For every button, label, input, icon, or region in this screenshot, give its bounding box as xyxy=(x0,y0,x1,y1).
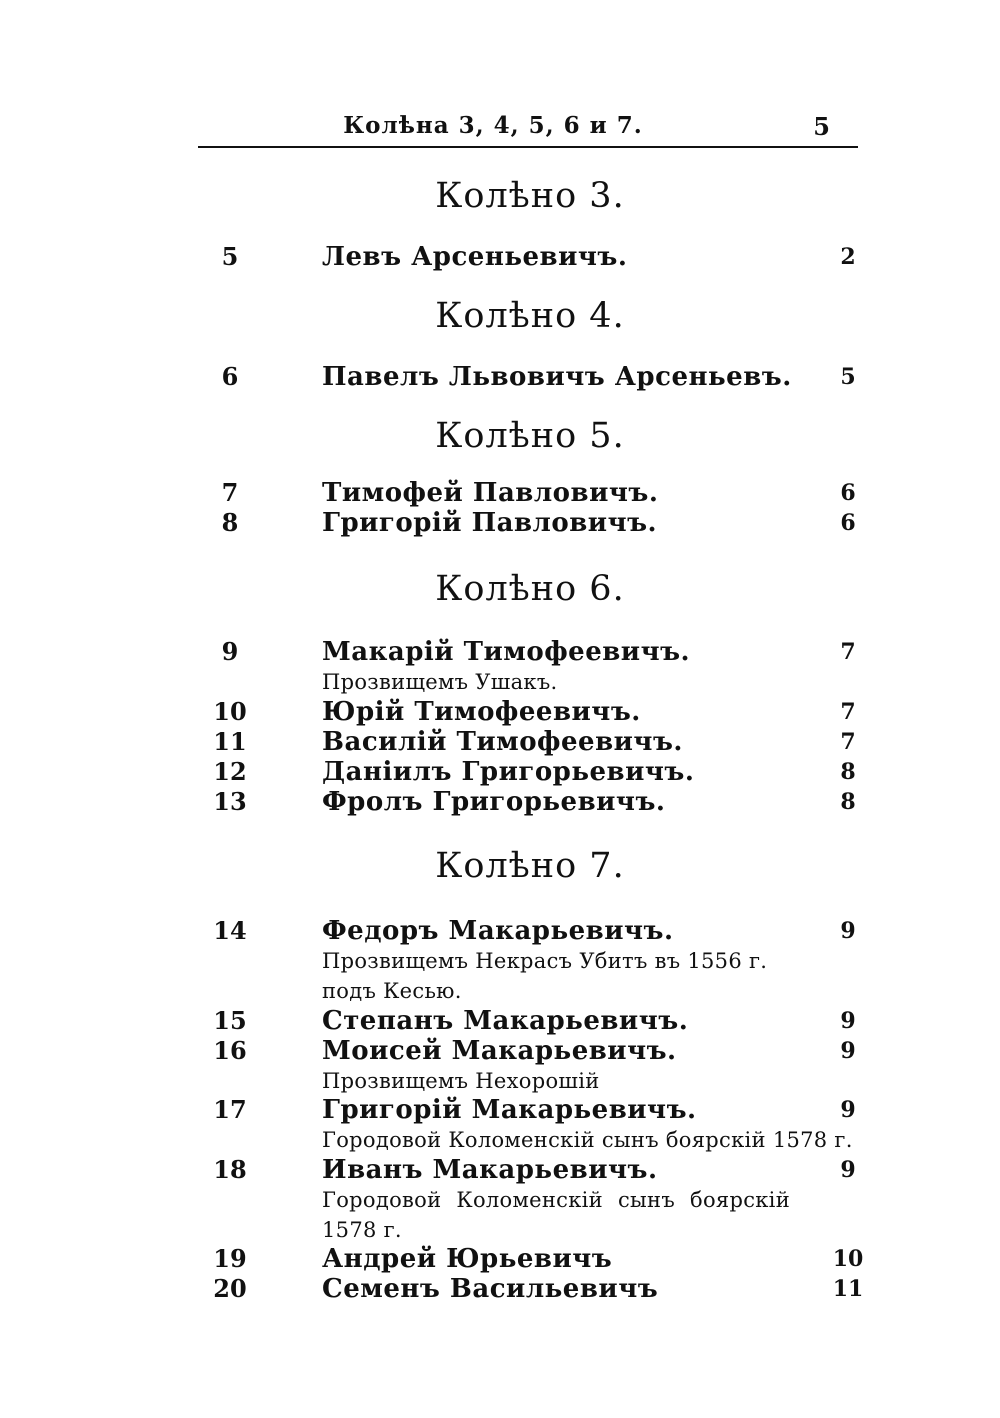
entry-note: Прозвищемъ Некрасъ Убитъ въ 1556 г. xyxy=(322,949,768,973)
person-name: Павелъ Львовичъ Арсеньевъ. xyxy=(322,362,792,392)
entry-note: Городовой Коломенскій сынъ боярскій 1578 г. xyxy=(322,1128,853,1152)
genealogy-entry xyxy=(0,1244,1000,1274)
person-name: Даніилъ Григорьевичъ. xyxy=(322,757,695,787)
genealogy-entry xyxy=(0,478,1000,508)
genealogy-entry xyxy=(0,916,1000,946)
entry-number: 9 xyxy=(221,637,239,666)
genealogy-entry xyxy=(0,757,1000,787)
entry-number: 20 xyxy=(213,1274,247,1303)
entry-number: 14 xyxy=(213,916,247,945)
parent-reference: 6 xyxy=(840,480,856,506)
entry-note: Прозвищемъ Нехорошій xyxy=(322,1069,600,1093)
section-heading: Колѣно 4. xyxy=(435,296,625,336)
genealogy-entry xyxy=(0,637,1000,667)
genealogy-entry xyxy=(0,1155,1000,1185)
running-header xyxy=(198,112,858,148)
parent-reference: 7 xyxy=(840,699,856,725)
parent-reference: 9 xyxy=(840,1097,856,1123)
genealogy-entry xyxy=(0,242,1000,272)
entry-number: 19 xyxy=(213,1244,247,1273)
entry-number: 5 xyxy=(221,242,239,271)
entry-note-continued: 1578 г. xyxy=(322,1218,402,1242)
entry-number: 8 xyxy=(221,508,239,537)
person-name: Юрій Тимофеевичъ. xyxy=(322,697,641,727)
parent-reference: 9 xyxy=(840,1008,856,1034)
genealogy-entry xyxy=(0,1006,1000,1036)
section-heading: Колѣно 3. xyxy=(435,176,625,216)
person-name: Григорій Павловичъ. xyxy=(322,508,658,538)
person-name: Степанъ Макарьевичъ. xyxy=(322,1006,689,1036)
person-name: Макарій Тимофеевичъ. xyxy=(322,637,691,667)
entry-note-continued: подъ Кесью. xyxy=(322,979,462,1003)
parent-reference: 8 xyxy=(840,789,856,815)
genealogy-entry xyxy=(0,727,1000,757)
person-name: Семенъ Васильевичъ xyxy=(322,1274,659,1304)
section-heading: Колѣно 7. xyxy=(435,846,625,886)
running-title: Колѣна 3, 4, 5, 6 и 7. xyxy=(343,112,643,139)
genealogy-entry xyxy=(0,1274,1000,1304)
person-name: Иванъ Макарьевичъ. xyxy=(322,1155,658,1185)
entry-number: 13 xyxy=(213,787,247,816)
entry-note: Городовой Коломенскій сынъ боярскій xyxy=(322,1188,790,1212)
genealogy-entry xyxy=(0,1095,1000,1125)
person-name: Фролъ Григорьевичъ. xyxy=(322,787,666,817)
genealogy-entry xyxy=(0,697,1000,727)
entry-number: 6 xyxy=(221,362,239,391)
parent-reference: 9 xyxy=(840,918,856,944)
entry-number: 11 xyxy=(213,727,247,756)
parent-reference: 8 xyxy=(840,759,856,785)
parent-reference: 5 xyxy=(840,364,856,390)
entry-number: 7 xyxy=(221,478,239,507)
entry-number: 18 xyxy=(213,1155,247,1184)
person-name: Федоръ Макарьевичъ. xyxy=(322,916,674,946)
genealogy-entry xyxy=(0,508,1000,538)
genealogy-entry xyxy=(0,362,1000,392)
parent-reference: 9 xyxy=(840,1157,856,1183)
section-heading: Колѣно 5. xyxy=(435,416,625,456)
parent-reference: 2 xyxy=(840,244,856,270)
parent-reference: 11 xyxy=(832,1276,864,1302)
entry-number: 10 xyxy=(213,697,247,726)
parent-reference: 9 xyxy=(840,1038,856,1064)
parent-reference: 7 xyxy=(840,729,856,755)
person-name: Левъ Арсеньевичъ. xyxy=(322,242,628,272)
parent-reference: 6 xyxy=(840,510,856,536)
entry-note: Прозвищемъ Ушакъ. xyxy=(322,670,558,694)
genealogy-entry xyxy=(0,1036,1000,1066)
person-name: Григорій Макарьевичъ. xyxy=(322,1095,697,1125)
entry-number: 17 xyxy=(213,1095,247,1124)
person-name: Андрей Юрьевичъ xyxy=(322,1244,613,1274)
person-name: Василій Тимофеевичъ. xyxy=(322,727,683,757)
entry-number: 16 xyxy=(213,1036,247,1065)
person-name: Моисей Макарьевичъ. xyxy=(322,1036,677,1066)
parent-reference: 7 xyxy=(840,639,856,665)
entry-number: 15 xyxy=(213,1006,247,1035)
page-number: 5 xyxy=(813,112,830,141)
entry-number: 12 xyxy=(213,757,247,786)
parent-reference: 10 xyxy=(832,1246,864,1272)
genealogy-entry xyxy=(0,787,1000,817)
person-name: Тимофей Павловичъ. xyxy=(322,478,659,508)
section-heading: Колѣно 6. xyxy=(435,569,625,609)
